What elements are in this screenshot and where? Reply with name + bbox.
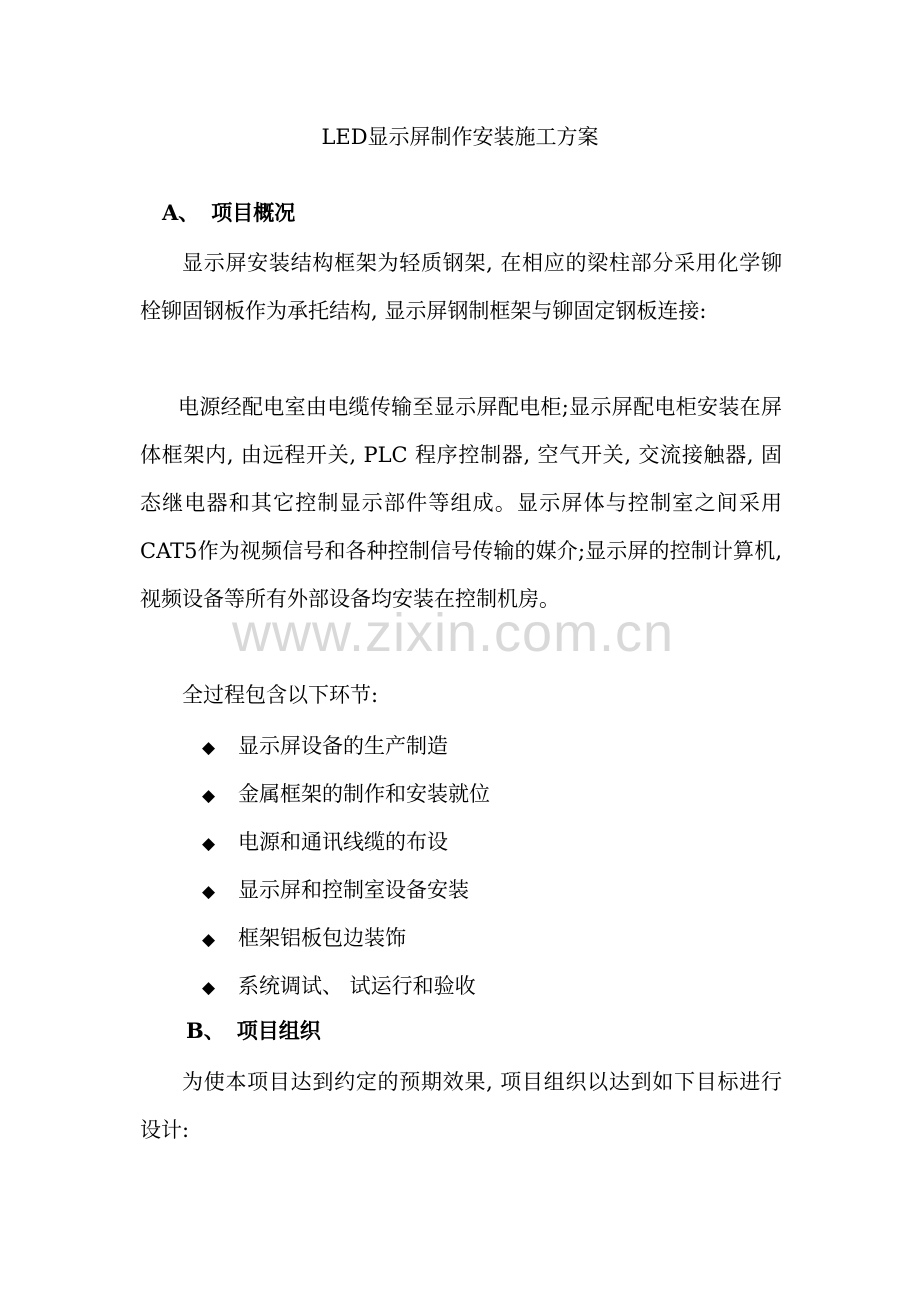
diamond-bullet-icon: ◆ bbox=[202, 738, 216, 758]
list-item-text: 金属框架的制作和安装就位 bbox=[238, 782, 490, 806]
diamond-bullet-icon: ◆ bbox=[202, 930, 216, 950]
list-item bbox=[202, 962, 490, 1010]
list-item bbox=[202, 818, 490, 866]
list-item bbox=[202, 722, 490, 770]
list-item-text: 显示屏设备的生产制造 bbox=[238, 734, 448, 758]
process-steps-list bbox=[202, 722, 490, 1010]
list-item-text: 框架铝板包边装饰 bbox=[238, 926, 406, 950]
section-b-paragraph-1: 为使本项目达到约定的预期效果, 项目组织以达到如下目标进行设计: bbox=[140, 1070, 782, 1142]
section-a-paragraph-1: 显示屏安装结构框架为轻质钢架, 在相应的梁柱部分采用化学铆栓铆固钢板作为承托结构, 显示屏钢制框架与铆固定钢板连接: bbox=[140, 251, 782, 323]
list-item bbox=[202, 866, 490, 914]
diamond-bullet-icon: ◆ bbox=[202, 834, 216, 854]
watermark-text: www.zixin.com.cn bbox=[232, 603, 675, 663]
section-a-number: A、 bbox=[162, 200, 200, 225]
section-a-title: 项目概况 bbox=[211, 200, 296, 225]
diamond-bullet-icon: ◆ bbox=[202, 882, 216, 902]
section-b-title: 项目组织 bbox=[236, 1018, 321, 1043]
list-item-text: 显示屏和控制室设备安装 bbox=[238, 878, 469, 902]
list-item bbox=[202, 914, 490, 962]
section-b-number: B、 bbox=[186, 1018, 225, 1043]
section-a-heading bbox=[162, 198, 295, 228]
diamond-bullet-icon: ◆ bbox=[202, 786, 216, 806]
list-item-text: 系统调试、 试运行和验收 bbox=[238, 974, 476, 998]
section-a-paragraph-3: 全过程包含以下环节: bbox=[182, 683, 379, 707]
diamond-bullet-icon: ◆ bbox=[202, 978, 216, 998]
list-item bbox=[202, 770, 490, 818]
section-a-paragraph-2: 电源经配电室由电缆传输至显示屏配电柜;显示屏配电柜安装在屏体框架内, 由远程开关, PLC 程序控制器, 空气开关, 交流接触器, 固态继电器和其它控制显示部件等组成。显示屏体与控制室之间采用CAT5作为视频信号和各种控制信号传输的媒介;显示屏的控制计算机,视频设备等所有外部设备均安装在控制机房。 bbox=[140, 395, 782, 611]
list-item-text: 电源和通讯线缆的布设 bbox=[238, 830, 448, 854]
section-b-heading bbox=[186, 1016, 321, 1046]
document-title: LED显示屏制作安装施工方案 bbox=[321, 125, 599, 149]
